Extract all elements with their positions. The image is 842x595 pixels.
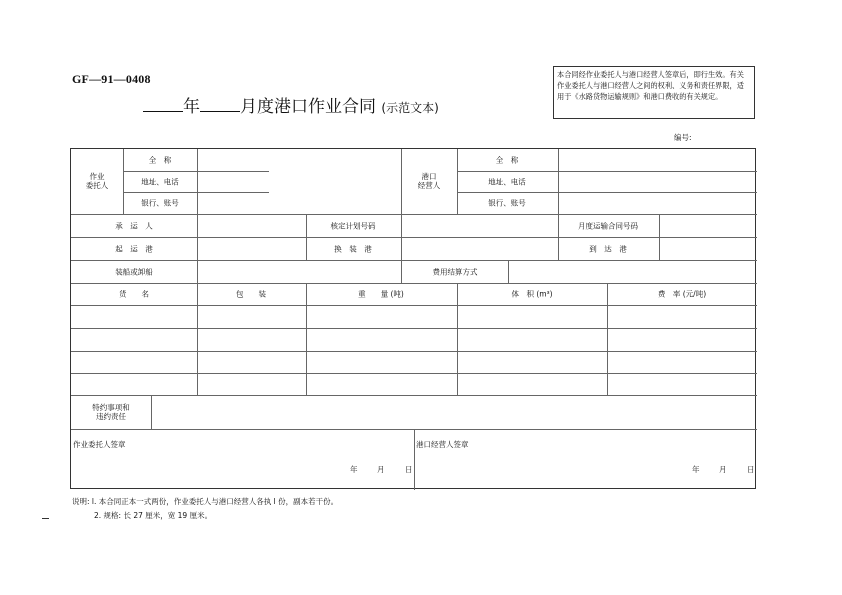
weight-header: 重 量 (吨) (358, 289, 404, 299)
cargo-row-1[interactable] (71, 306, 757, 328)
form-code: GF—91—0408 (72, 72, 151, 86)
consignor-address-field[interactable] (198, 172, 401, 192)
vessel-operation-label: 装船或卸船 (115, 267, 153, 277)
operator-address-label: 地址、电话 (488, 177, 526, 187)
consignor-sign-year: 年 (350, 465, 358, 474)
settlement-method-label: 费用结算方式 (432, 267, 478, 277)
cargo-row-2[interactable] (71, 329, 757, 351)
operator-sign-year: 年 (692, 465, 700, 474)
consignor-sign-month: 月 (377, 465, 385, 474)
carrier-label: 承 运 人 (115, 221, 153, 231)
plan-number-field[interactable] (402, 215, 558, 237)
packaging-header: 包 装 (236, 289, 266, 299)
operator-address-field[interactable] (559, 172, 757, 192)
destination-port-label: 到 达 港 (589, 244, 627, 254)
operator-bank-field[interactable] (559, 193, 757, 214)
note-line-1: 说明: l. 本合同正本一式两份，作业委托人与港口经营人各执 l 份，副本若干份。 (72, 497, 339, 506)
validity-notice: 本合同经作业委托人与港口经营人签章后，即行生效。有关作业委托人与港口经营人之间的权利、义务和责任界限，适用于《水路货物运输规则》和港口费收的有关规定。 (553, 66, 755, 119)
contract-number-field[interactable] (660, 215, 757, 237)
special-terms-label: 特约事项和 违约责任 (92, 403, 130, 421)
volume-header: 体 积 (m³) (511, 289, 553, 299)
vessel-operation-field[interactable] (198, 261, 401, 283)
special-terms-field[interactable] (152, 396, 757, 429)
origin-port-field[interactable] (198, 238, 306, 260)
consignor-bank-label: 银行、账号 (141, 198, 179, 208)
consignor-signature-label: 作业委托人签章 (73, 440, 126, 449)
contract-form (70, 148, 756, 489)
operator-bank-label: 银行、账号 (488, 198, 526, 208)
operator-label: 港口 经营人 (417, 172, 441, 190)
origin-port-label: 起 运 港 (115, 244, 153, 254)
consignor-full-name-field[interactable] (198, 149, 401, 171)
operator-sign-day: 日 (747, 465, 755, 474)
operator-sign-month: 月 (719, 465, 727, 474)
operator-full-name-field[interactable] (559, 149, 757, 171)
destination-port-field[interactable] (660, 238, 757, 260)
settlement-method-field[interactable] (509, 261, 757, 283)
consignor-signature-field[interactable] (71, 430, 414, 490)
consignor-full-name-label: 全 称 (148, 155, 172, 165)
cargo-name-header: 货 名 (119, 289, 149, 299)
cargo-row-3[interactable] (71, 352, 757, 373)
operator-full-name-label: 全 称 (495, 155, 519, 165)
transfer-port-field[interactable] (402, 238, 558, 260)
consignor-label: 作业 委托人 (85, 172, 109, 190)
contract-number-label: 月度运输合同号码 (578, 221, 638, 231)
consignor-sign-day: 日 (405, 465, 413, 474)
rate-header: 费 率 (元/吨) (657, 289, 707, 299)
year-suffix: 年 (183, 97, 200, 117)
operator-signature-field[interactable] (415, 430, 757, 490)
operator-signature-label: 港口经营人签章 (416, 440, 469, 449)
month-blank[interactable] (200, 97, 240, 112)
note-line-2: 2. 规格: 长 27 厘米，宽 19 厘米。 (94, 511, 213, 520)
carrier-field[interactable] (198, 215, 306, 237)
consignor-bank-field[interactable] (198, 193, 401, 214)
year-blank[interactable] (143, 97, 183, 112)
title-main: 月度港口作业合同 (240, 97, 376, 117)
title-subtitle: (示范文本) (381, 101, 439, 115)
notes (72, 495, 338, 523)
margin-mark (42, 518, 49, 519)
consignor-address-label: 地址、电话 (141, 177, 179, 187)
transfer-port-label: 换 装 港 (334, 244, 372, 254)
plan-number-label: 核定计划号码 (330, 221, 376, 231)
page-title (143, 92, 439, 117)
serial-number-label: 编号: (674, 133, 692, 142)
cargo-row-4[interactable] (71, 374, 757, 395)
